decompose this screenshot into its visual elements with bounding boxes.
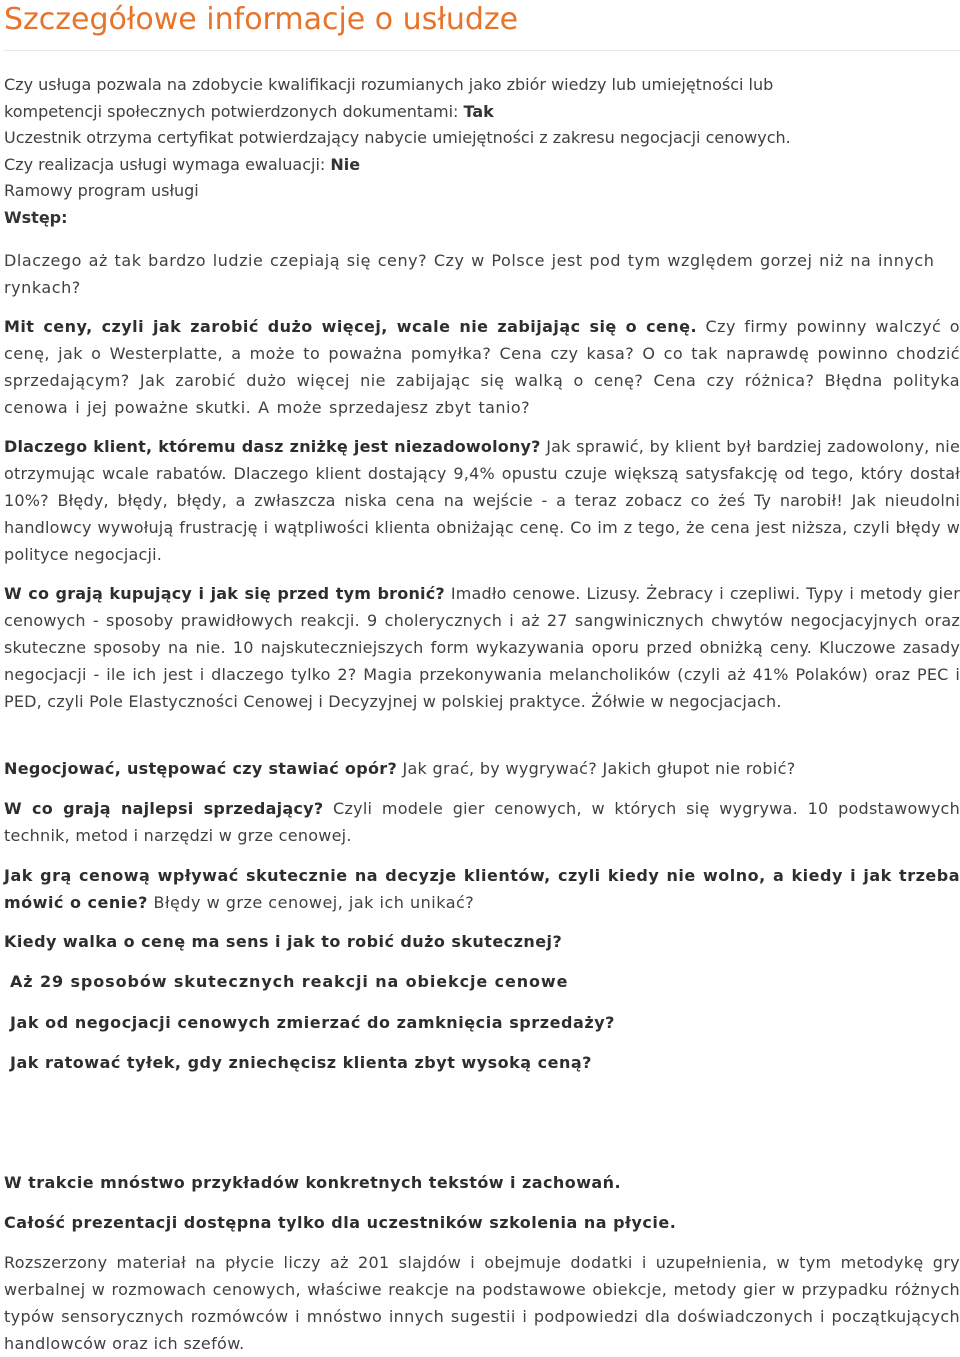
extended-material-paragraph: Rozszerzony materiał na płycie liczy aż 201 slajdów i obejmuje dodatki i uzupełnienia, w tym metodykę gry werbalnej w rozmowach cenowych, właściwe reakcje na podstawowe obiekcje, metody gier w przypadku różnych typów sensorycznych rozmówców i mnóstwo innych sugestii i podpowiedzi dla doświadczonych i początkujących handlowców oraz ich szefów. [4,1253,960,1353]
program-section-best-sellers [4,795,960,849]
evaluation-answer: Nie [330,154,361,174]
qualification-answer: Tak [463,101,494,121]
qualification-line [4,99,954,126]
program-heading-29-reactions: Aż 29 sposobów skutecznych reakcji na obiekcje cenowe [10,972,569,991]
title-divider [4,50,960,51]
section-heading: Mit ceny, czyli jak zarobić dużo więcej, wcale nie zabijając się o cenę. [4,317,697,336]
section-text: Jak sprawić, by klient był bardziej zadowolony, nie otrzymując wcale rabatów. Dlaczego klient dostający 9,4% opustu czuje większą satysfakcję od tego, który dostał 10%? Błędy, błędy, błędy, a zwłaszcza niska cena na wejście - a teraz zobacz co żeś Ty narobił! Jak nieudolni handlowcy wywołują frustrację i wątpliwości klienta obniżając cenę. Co im z tego, że cena jest niższa, czyli błędy w polityce negocjacji. [4,437,960,564]
section-text: Czyli modele gier cenowych, w których się wygrywa. 10 podstawowych technik, metod i narzędzi w grze cenowej. [4,799,960,845]
program-section-price-game [4,862,960,916]
program-section-buyer-games [4,580,960,715]
program-heading-price-fight: Kiedy walka o cenę ma sens i jak to robić dużo skutecznej? [4,932,563,951]
certificate-info: Uczestnik otrzyma certyfikat potwierdzający nabycie umiejętności z zakresu negocjacji cenowych. [4,128,791,147]
section-text: Czy firmy powinny walczyć o cenę, jak o Westerplatte, a może to poważna pomyłka? Cena czy kasa? O co tak naprawdę powinno chodzić sprzedającym? Jak zarobić dużo więcej nie zabijając się walką o cenę? Cena czy różnica? Błędna polityka cenowa i jej poważne skutki. A może sprzedajesz zbyt tanio? [4,317,960,417]
evaluation-line [4,152,954,179]
program-section-negotiate [4,755,960,782]
intro-paragraph: Dlaczego aż tak bardzo ludzie czepiają się ceny? Czy w Polsce jest pod tym względem gorzej niż na innych rynkach? [4,251,935,297]
section-text: Imadło cenowe. Lizusy. Żebracy i czepliwi. Typy i metody gier cenowych - sposoby prawidłowych reakcji. 9 cholerycznych i aż 27 sangwinicznych chwytów negocjacyjnych oraz skuteczne sposoby na nie. 10 najskuteczniejszych form wykazywania oporu przed obniżką ceny. Kluczowe zasady negocjacji - ile ich jest i dlaczego tylko 2? Magia przekonywania melancholików (czyli aż 41% Polaków) oraz PEC i PED, czyli Pole Elastyczności Cenowej i Decyzyjnej w polskiej praktyce. Żółwie w negocjacjach. [4,584,960,711]
section-heading: Jak grą cenową wpływać skutecznie na decyzje klientów, czyli kiedy nie wolno, a kiedy i jak trzeba mówić o cenie? [4,866,960,912]
program-heading-closing: Jak od negocjacji cenowych zmierzać do zamknięcia sprzedaży? [10,1013,616,1032]
section-text: Jak grać, by wygrywać? Jakich głupot nie robić? [402,759,796,778]
section-text: Błędy w grze cenowej, jak ich unikać? [153,893,475,912]
qualification-question: Czy usługa pozwala na zdobycie kwalifikacji rozumianych jako zbiór wiedzy lub umiejętności lub [4,75,774,94]
section-heading: W co grają najlepsi sprzedający? [4,799,324,818]
evaluation-question: Czy realizacja usługi wymaga ewaluacji: [4,154,326,174]
section-heading: Dlaczego klient, któremu dasz zniżkę jest niezadowolony? [4,437,541,456]
section-heading: Negocjować, ustępować czy stawiać opór? [4,759,398,778]
service-info [4,72,954,231]
program-heading-high-price: Jak ratować tyłek, gdy zniechęcisz klienta zbyt wysoką ceną? [10,1053,592,1072]
page-title: Szczegółowe informacje o usłudze [4,2,519,37]
examples-note: W trakcie mnóstwo przykładów konkretnych tekstów i zachowań. [4,1173,622,1192]
section-heading: W co grają kupujący i jak się przed tym bronić? [4,584,445,603]
program-heading: Ramowy program usługi [4,181,199,200]
presentation-note: Całość prezentacji dostępna tylko dla uczestników szkolenia na płycie. [4,1213,677,1232]
program-section-discount [4,433,960,568]
qualification-question-cont: kompetencji społecznych potwierdzonych dokumentami: [4,101,459,121]
program-section-price-myth [4,313,960,421]
intro-label: Wstęp: [4,207,68,227]
